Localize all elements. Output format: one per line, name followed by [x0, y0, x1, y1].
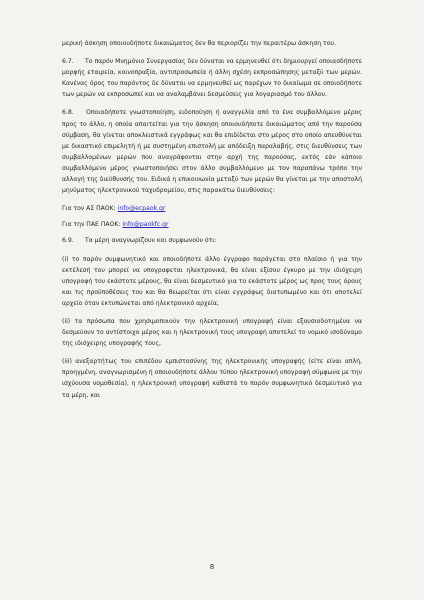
clause-text: Οποιαδήποτε γνωστοποίηση, ειδοποίηση ή αναγγελία από το ένα συμβαλλόμενο μέρος προς το άλλο, η οποία απαιτείται για την άσκηση οποιουδήποτε δικαιώματος από την παρούσα σύμβαση, θα γίνεται αποκλειστικά εγγράφως και θα επιδίδεται στο μέρος στο οποίο απευθύνεται με δικαστικό επιμελητή ή με συστημένη επιστολή με απόδειξη παραλαβής, στις διευθύνσεις των συμβαλλομένων μερών που αναγράφονται στην αρχή της παρούσας, εκτός εάν κάποιο συμβαλλόμενο μέρος γνωστοποιήσει στον άλλο συμβαλλόμενο με τον παραπάνω τρόπο την αλλαγή της διεύθυνσής του. Ειδικά η επικοινωνία μεταξύ των μερών θα γίνεται με την αποστολή μηνύματος ηλεκτρονικού ταχυδρομείου, στις παρακάτω διευθύνσεις: — [62, 109, 362, 195]
list-item-i: (i) το παρόν συμφωνητικό και οποιοδήποτε άλλο έγγραφο παράγεται στο πλαίσιο ή για την εκτέλεσή του μπορεί να υπογραφεται ηλεκτρονικά, θα είναι εξίσου έγκυρο με την ιδιόχειρη υπογραφή του εκάστοτε μέρους, θα είναι δεσμευτικό για το εκάστοτε μέρος ως προς τους όρους και τις προϋποθέσεις του και θα θεωρείται ότι είναι εγγράφως διατυπωμένο και ότι αποτελεί αρχείο όταν εκτυπώνεται από ηλεκτρονικό αρχεία, — [62, 255, 362, 307]
clause-text: Το παρόν Μνημόνιο Συνεργασίας δεν δύναται να ερμηνευθεί ότι δημιουργεί οποιασδήποτε μορφής εταιρεία, κοινοπραξία, αντιπροσωπεία ή άλλη σχέση εκπροσώπησης μεταξύ των μερών. Κανένας όρος του παρόντος δε δύναται να ερμηνευθεί ως παρέχων το δικαίωμα σε οποιοδήποτε των μερών να εκπροσωπεί και να αναλαμβάνει δεσμεύσεις για λογαριασμό του άλλου. — [62, 58, 363, 99]
clause-number: 6.7. — [62, 58, 74, 66]
clause-6-9 — [62, 235, 362, 246]
contact-pae-paok — [62, 219, 362, 230]
list-item-iii: (iii) ανεξαρτήτως του επιπέδου εμπιστοσύνης της ηλεκτρονικής υπογραφής (είτε είναι απλή, προηγμένη, αναγνωρισμένη ή οποιουδήποτε άλλου τύπου ηλεκτρονική υπογραφή σύμφωνα με την ισχύουσα νομοθεσία), η ηλεκτρονική υπογραφή καθιστά το παρόν συμφωνητικό δεσμευτικό για τα μέρη, και — [62, 358, 362, 399]
clause-6-8 — [62, 107, 362, 196]
email-link-pae-paok[interactable]: info@paokfc.gr — [122, 221, 169, 229]
clause-text: Τα μέρη αναγνωρίζουν και συμφωνούν ότι: — [84, 237, 217, 245]
clause-number: 6.8. — [62, 109, 74, 117]
contact-label: Για την ΠΑΕ ΠΑΟΚ: — [62, 221, 121, 229]
email-link-as-paok[interactable]: info@ecpaok.gr — [117, 205, 166, 213]
clause-number: 6.9. — [62, 237, 74, 245]
clause-6-7 — [62, 56, 362, 100]
paragraph-continuation: μερική άσκηση οποιουδήποτε δικαιώματος δεν θα περιορίζει την περαιτέρω άσκηση του. — [62, 40, 336, 47]
contact-label: Για τον ΑΣ ΠΑΟΚ: — [62, 205, 116, 213]
page-number: 8 — [209, 563, 215, 571]
document-body — [62, 38, 362, 408]
list-item-ii: (ii) τα πρόσωπα που χρησιμοποιούν την ηλεκτρονική υπογραφή είναι εξουσιοδοτημένα να δεσμεύουν το αντίστοιχο μέρος και η ηλεκτρονική τους υπογραφή αποτελεί το νομικό ισοδύναμο της ιδιόχειρης υπογραφής τους, — [62, 317, 362, 348]
contact-as-paok — [62, 203, 362, 214]
